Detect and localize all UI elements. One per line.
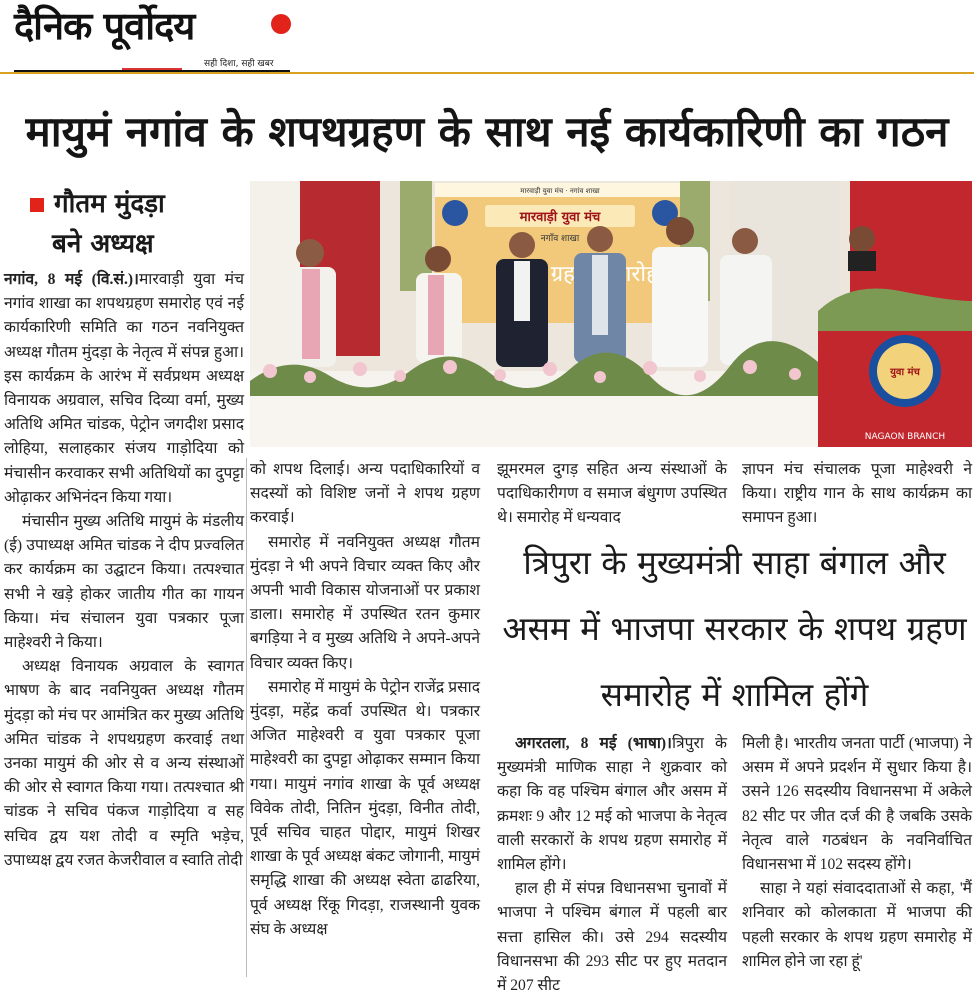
paragraph: ज्ञापन मंच संचालक पूजा माहेश्वरी ने किया। राष्ट्रीय गान के साथ कार्यक्रम का समापन हुआ।	[742, 461, 972, 527]
paragraph: अध्यक्ष विनायक अग्रवाल के स्वागत भाषण के बाद नवनियुक्त अध्यक्ष गौतम मुंदड़ा को मंच पर आमंत्रित कर मुख्य अतिथि अमित चांडक ने शपथग्रहण करवाई तथा उनका मायुमं की ओर से व अन्य संस्थाओं की ओर से स्वागत किया गया। तत्पश्चात श्री चांडक ने सचिव पंकज गाड़ोदिया व सह सचिव द्वय यश तोदी व स्मृति भड़ेच, उपाध्यक्ष द्वय रजत केजरीवाल व स्वाति तोदी	[4, 658, 244, 869]
paragraph	[497, 732, 727, 877]
event-photo	[250, 181, 972, 447]
tripura-headline: त्रिपुरा के मुख्यमंत्री साहा बंगाल और असम में भाजपा सरकार के शपथ ग्रहण समारोह में शामिल होंगे	[502, 543, 967, 714]
paragraph: मिली है। भारतीय जनता पार्टी (भाजपा) ने असम में अपने प्रदर्शन में सुधार किया है। उसने 126 सदस्यीय विधानसभा में अकेले 82 सीट पर जीत दर्ज की है जबकि उसके नेतृत्व वाले गठबंधन के नवनिर्वाचित विधानसभा में 102 सदस्य होंगे।	[742, 735, 972, 874]
column-divider	[246, 458, 247, 977]
paragraph: समारोह में मायुमं के पेट्रोन राजेंद्र प्रसाद मुंदड़ा, महेंद्र कर्वा उपस्थित थे। पत्रकार अजित माहेश्वरी व युवा पत्रकार पूजा माहेश्वरी का दुपट्टा ओढ़ाकर सम्मान किया गया। मायुमं नगांव शाखा के पूर्व अध्यक्ष विवेक तोदी, नितिन मुंदड़ा, विनीत तोदी, पूर्व सचिव चाहत पोद्दार, मायुमं शिखर शाखा के पूर्व अध्यक्ष बंकट जोगानी, मायुमं समृद्धि शाखा की अध्यक्ष स्वेता ढाढरिया, पूर्व अध्यक्ष रिंकू गिदड़ा, राजस्थानी युवक संघ के अध्यक्ष	[250, 678, 480, 938]
logo-dot-icon	[271, 14, 291, 34]
bullet-square-icon	[30, 198, 44, 212]
article-dateline: नगांव, 8 मई (वि.सं.)।	[4, 271, 139, 288]
article2-dateline: अगरतला, 8 मई (भाषा)।	[515, 735, 672, 752]
podium-branch-text: NAGAON BRANCH	[864, 432, 946, 442]
paragraph: हाल ही में संपन्न विधानसभा चुनावों में भाजपा ने पश्चिम बंगाल में पहली बार सत्ता हासिल की। उसे 294 सदस्यीय विधानसभा की 293 सीट पर हुए मतदान में 207 सीट	[497, 880, 727, 995]
masthead	[14, 4, 304, 74]
article-column-2	[250, 458, 480, 942]
paragraph: मंचासीन मुख्य अतिथि मायुमं के मंडलीय (ई) उपाध्यक्ष अमित चांडक ने दीप प्रज्वलित कर कार्यक्रम का उद्घाटन किया। तत्पश्चात सभी ने खड़े होकर जातीय गीत का गायन किया। मंच संचालन युवा पत्रकार पूजा माहेश्वरी ने किया।	[4, 513, 244, 652]
banner-event-text: ग्रहण समारोह	[550, 262, 658, 287]
header-divider	[0, 72, 974, 74]
article-subhead	[30, 184, 230, 264]
banner-top-text: मारवाड़ी युवा मंच · नगांव शाखा	[520, 187, 600, 195]
subhead-line-2: बने अध्यक्ष	[52, 229, 154, 259]
article-column-1	[4, 268, 244, 873]
paragraph	[4, 268, 244, 510]
paragraph: समारोह में नवनियुक्त अध्यक्ष गौतम मुंदड़ा ने भी अपने विचार व्यक्त किए और अपनी भावी विकास योजनाओं पर प्रकाश डाला। समारोह में उपस्थित रतन कुमार बगड़िया ने व मुख्य अतिथि ने अपने-अपने विचार व्यक्त किए।	[250, 533, 480, 672]
article2-column-2	[742, 732, 972, 974]
paragraph: झूमरमल दुगड़ सहित अन्य संस्थाओं के पदाधिकारीगण व समाज बंधुगण उपस्थित थे। समारोह में धन्यवाद	[497, 461, 727, 527]
event-photo-illustration	[250, 181, 972, 447]
article-column-4	[742, 458, 972, 531]
banner-title-text: मारवाड़ी युवा मंच	[519, 210, 601, 225]
article-column-3	[497, 458, 727, 531]
article-headline: मायुमं नगांव के शपथग्रहण के साथ नई कार्यकारिणी का गठन	[25, 107, 949, 156]
banner-sub-text: नगाँव शाखा	[540, 234, 580, 244]
podium-logo-text: युवा मंच	[890, 367, 920, 378]
newspaper-tagline: सही दिशा, सही खबर	[204, 59, 274, 69]
paragraph: को शपथ दिलाई। अन्य पदाधिकारियों व सदस्यों को विशिष्ट जनों ने शपथ ग्रहण करवाई।	[250, 461, 480, 527]
newspaper-title: दैनिक पूर्वोदय	[14, 4, 195, 48]
article2-column-1	[497, 732, 727, 998]
paragraph-text: मारवाड़ी युवा मंच नगांव शाखा का शपथग्रहण समारोह एवं नई कार्यकारिणी समिति का गठन नवनियुक्त अध्यक्ष गौतम मुंदड़ा के नेतृत्व में संपन्न हुआ। इस कार्यक्रम के आरंभ में सर्वप्रथम अध्यक्ष विनायक अग्रवाल, सचिव दिव्या वर्मा, मुख्य अतिथि अमित चांडक, पेट्रोन जगदीश प्रसाद लोहिया, सलाहकार संजय गाड़ोदिया को मंचासीन करवाकर सभी अतिथियों का दुपट्टा ओढ़ाकर अभिनंदन किया गया।	[4, 271, 244, 506]
subhead-line-1: गौतम मुंदड़ा	[54, 189, 165, 219]
paragraph-text: त्रिपुरा के मुख्यमंत्री माणिक साहा ने शुक्रवार को कहा कि वह पश्चिम बंगाल और असम में क्रमशः 9 और 12 मई को भाजपा के नेतृत्व वाली सरकारों के शपथ ग्रहण समारोह में शामिल होंगे।	[497, 735, 728, 874]
paragraph: साहा ने यहां संवाददाताओं से कहा, 'मैं शनिवार को कोलकाता में भाजपा की पहली सरकार के शपथ ग्रहण समारोह में शामिल होने जा रहा हूं'	[742, 880, 972, 970]
